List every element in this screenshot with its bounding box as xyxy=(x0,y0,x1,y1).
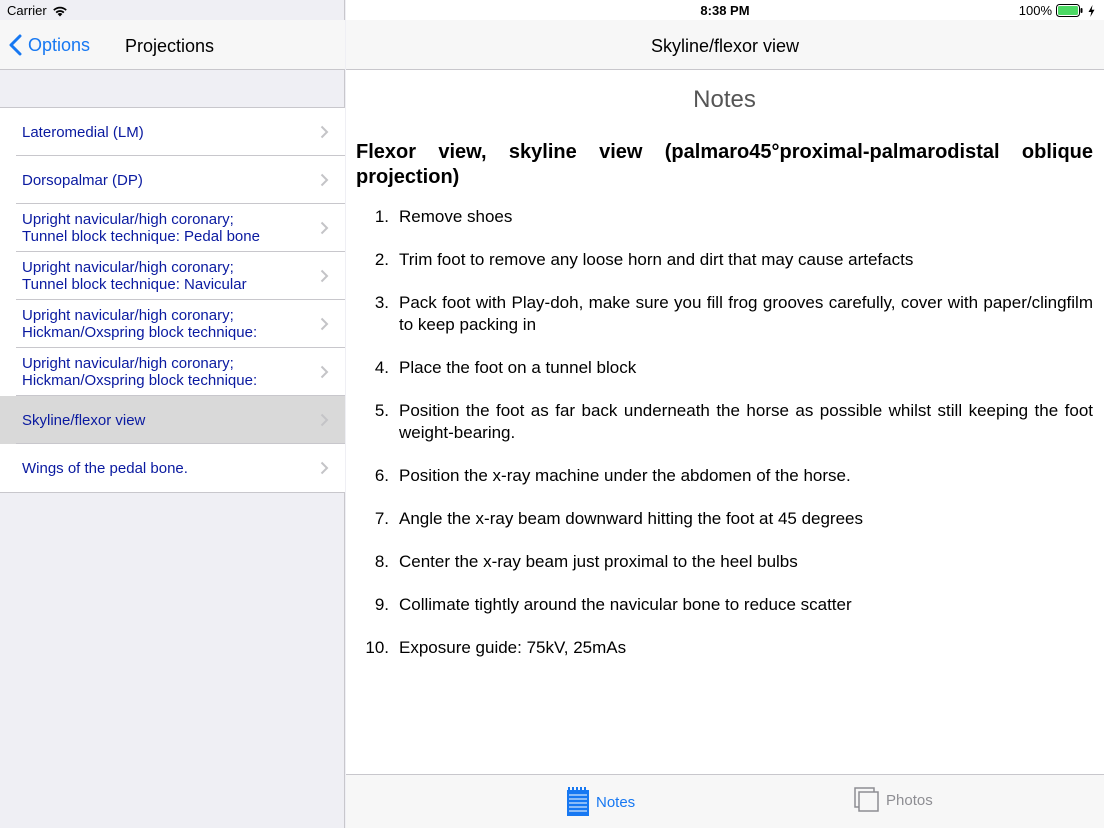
back-button-label: Options xyxy=(28,34,91,55)
list-item-line1: Upright navicular/high coronary; xyxy=(22,307,234,324)
list-item-skyline-flexor[interactable] xyxy=(0,396,345,444)
tab-photos[interactable] xyxy=(854,787,933,813)
chevron-right-icon xyxy=(320,317,329,331)
detail-pane xyxy=(346,0,1104,828)
list-item-dorsopalmar[interactable] xyxy=(0,156,345,204)
master-pane xyxy=(0,0,345,828)
tab-notes-label: Notes xyxy=(596,793,636,811)
back-chevron-icon xyxy=(9,34,22,56)
master-title: Projections xyxy=(125,36,215,56)
notes-title: Notes xyxy=(693,86,756,113)
tab-notes[interactable] xyxy=(566,787,635,817)
projection-heading: Flexor view, skyline view (palmaro45°proximal-palmarodistal oblique projection) xyxy=(356,141,1093,188)
list-item-label xyxy=(22,396,305,444)
detail-navbar xyxy=(346,20,1104,70)
list-item: 8. Center the x-ray beam just proximal to the heel bulbs xyxy=(374,552,798,571)
list-item-line1: Upright navicular/high coronary; xyxy=(22,355,234,372)
list-item: 10. Exposure guide: 75kV, 25mAs xyxy=(365,638,627,657)
list-item: 6. Position the x-ray machine under the abdomen of the horse. xyxy=(374,466,851,485)
list-item-line1: Lateromedial (LM) xyxy=(22,123,144,141)
wifi-icon xyxy=(52,5,68,17)
list-item-line1: Wings of the pedal bone. xyxy=(22,459,188,477)
list-item-label xyxy=(22,444,305,492)
list-item: 9. Collimate tightly around the navicular bone to reduce scatter xyxy=(374,595,852,614)
list-item: 7. Angle the x-ray beam downward hitting the foot at 45 degrees xyxy=(374,509,864,528)
list-item-line2: Hickman/Oxspring block technique: xyxy=(22,324,258,341)
chevron-right-icon xyxy=(320,461,329,475)
list-item-tunnel-pedal-bone[interactable] xyxy=(0,204,345,252)
status-bar-right xyxy=(1019,3,1095,18)
chevron-right-icon xyxy=(320,365,329,379)
photos-icon xyxy=(854,787,880,813)
list-item-label xyxy=(22,156,305,204)
list-item-line1: Upright navicular/high coronary; xyxy=(22,259,234,276)
list-item-line2: Tunnel block technique: Pedal bone xyxy=(22,228,260,245)
chevron-right-icon xyxy=(320,173,329,187)
options-back-button[interactable] xyxy=(9,34,90,56)
list-item-hickman-oxspring-2[interactable] xyxy=(0,348,345,396)
list-item: 1. Remove shoes xyxy=(374,207,513,226)
detail-title: Skyline/flexor view xyxy=(650,36,800,56)
chevron-right-icon xyxy=(320,221,329,235)
list-item-label xyxy=(22,300,305,348)
list-item-line1: Upright navicular/high coronary; xyxy=(22,211,234,228)
list-item-tunnel-navicular[interactable] xyxy=(0,252,345,300)
status-bar-left xyxy=(7,3,68,18)
list-item-line1: Skyline/flexor view xyxy=(22,411,146,429)
projections-list xyxy=(0,107,345,493)
list-item-line2: Hickman/Oxspring block technique: xyxy=(22,372,258,389)
notes-content xyxy=(356,86,1093,680)
steps-list xyxy=(356,206,1093,659)
master-navbar xyxy=(0,20,345,70)
list-item-label xyxy=(22,348,305,396)
tab-bar xyxy=(346,774,1104,828)
list-item-label xyxy=(22,108,305,156)
battery-icon xyxy=(1056,4,1084,17)
status-time: 8:38 PM xyxy=(700,3,750,18)
list-item-lateromedial[interactable] xyxy=(0,108,345,156)
battery-percent: 100% xyxy=(1018,3,1052,18)
list-item-line2: Tunnel block technique: Navicular xyxy=(22,276,247,293)
list-item-hickman-oxspring-1[interactable] xyxy=(0,300,345,348)
list-item: 2. Trim foot to remove any loose horn and dirt that may cause artefacts xyxy=(374,250,914,269)
chevron-right-icon xyxy=(320,125,329,139)
list-item-line1: Dorsopalmar (DP) xyxy=(22,171,143,189)
list-item: 4. Place the foot on a tunnel block xyxy=(374,358,637,377)
carrier-label: Carrier xyxy=(7,3,47,18)
tab-photos-label: Photos xyxy=(886,791,933,809)
list-item: 5. Position the foot as far back underneath the horse as possible whilst still keeping the foot weight-bearing. xyxy=(374,401,1093,442)
charging-bolt-icon xyxy=(1088,5,1095,17)
notepad-icon xyxy=(566,787,590,817)
chevron-right-icon xyxy=(320,413,329,427)
list-item: 3. Pack foot with Play-doh, make sure you fill frog grooves carefully, cover with paper/clingfilm to keep packing in xyxy=(374,293,1093,334)
chevron-right-icon xyxy=(320,269,329,283)
list-item-wings-pedal-bone[interactable] xyxy=(0,444,345,492)
list-item-label xyxy=(22,204,305,252)
list-item-label xyxy=(22,252,305,300)
